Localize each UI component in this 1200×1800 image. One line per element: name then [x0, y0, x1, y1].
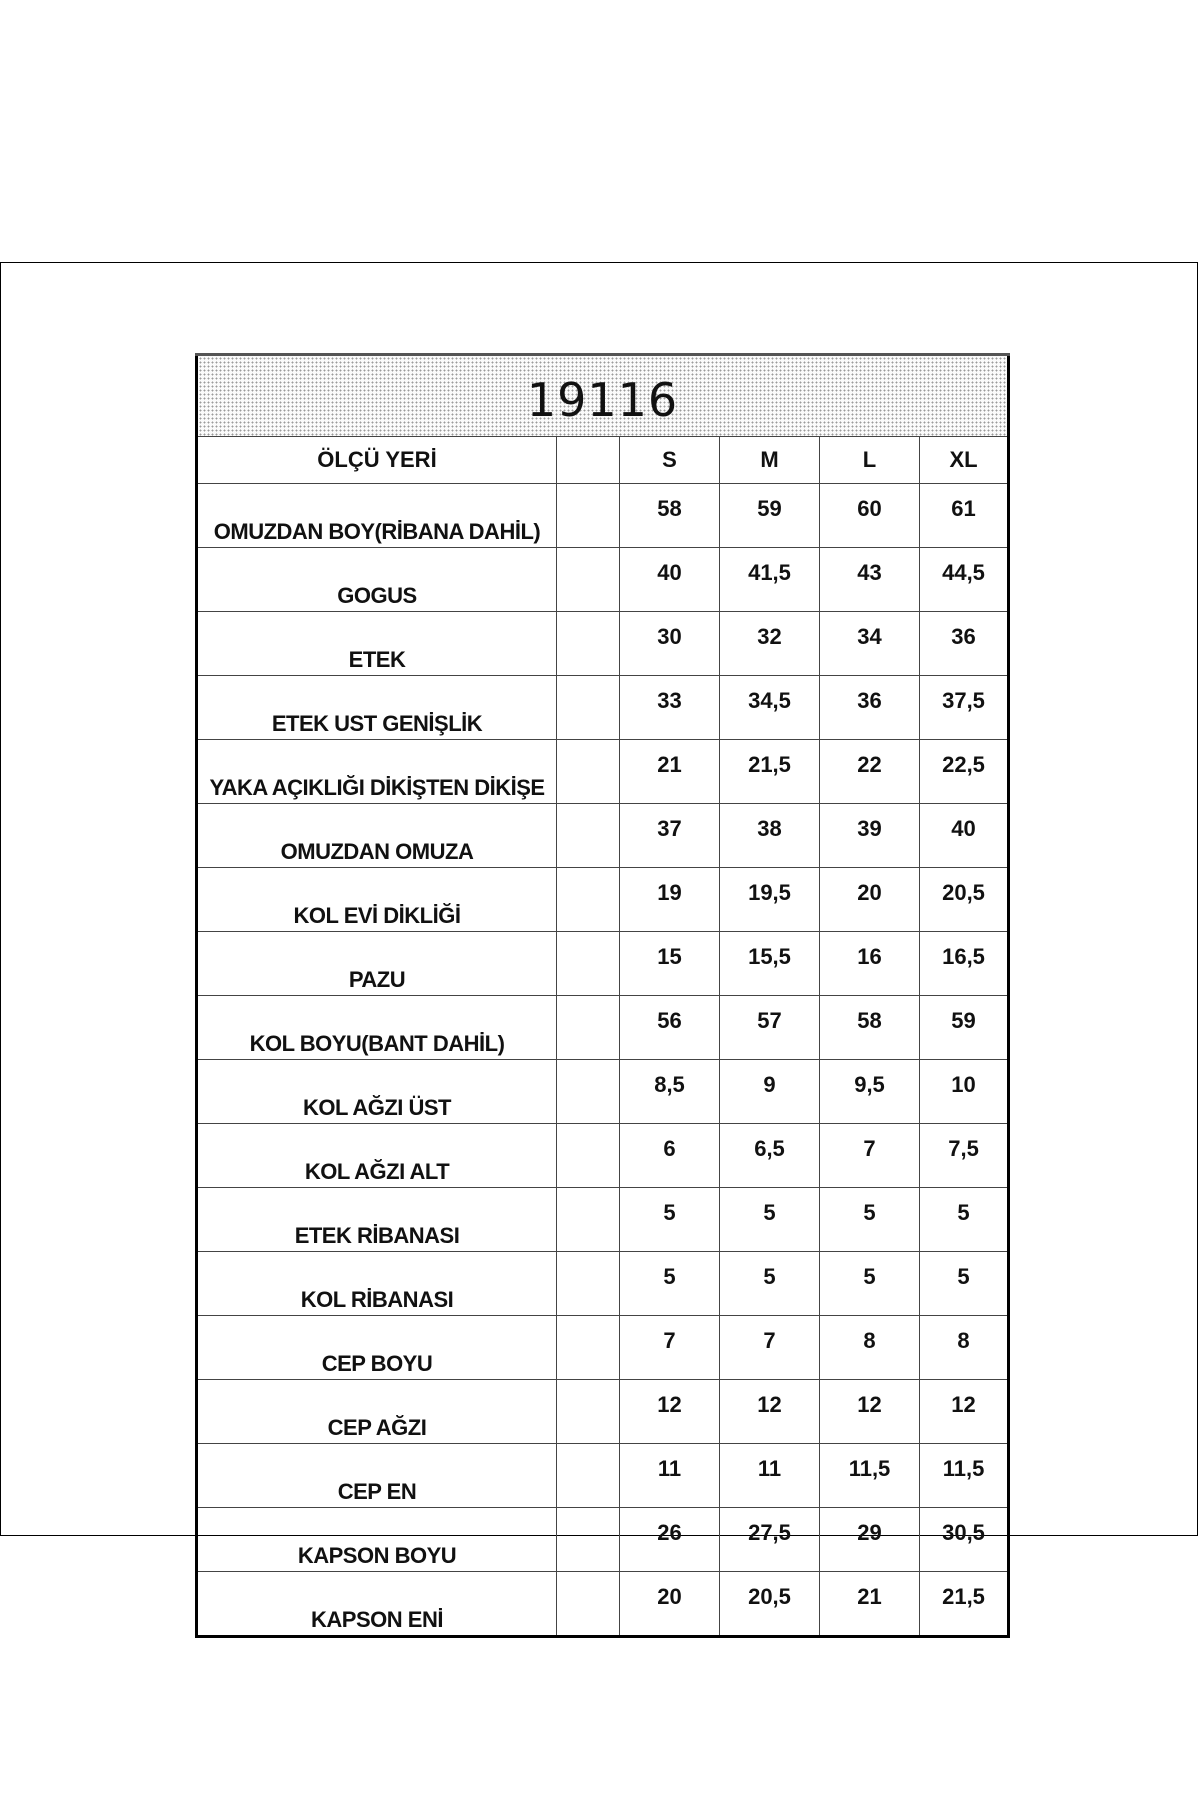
value-size-s: 21 [620, 740, 720, 804]
header-size-xl: XL [920, 437, 1009, 484]
value-size-m: 38 [720, 804, 820, 868]
blank-cell [557, 548, 620, 612]
value-size-xl: 22,5 [920, 740, 1009, 804]
value-size-s: 40 [620, 548, 720, 612]
value-size-l: 43 [820, 548, 920, 612]
measurement-name: ETEK UST GENİŞLİK [197, 676, 557, 740]
measurement-name: KOL EVİ DİKLİĞİ [197, 868, 557, 932]
value-size-l: 12 [820, 1380, 920, 1444]
value-size-l: 7 [820, 1124, 920, 1188]
blank-cell [557, 1188, 620, 1252]
value-size-l: 16 [820, 932, 920, 996]
value-size-l: 11,5 [820, 1444, 920, 1508]
table-row [197, 1060, 1009, 1124]
blank-cell [557, 612, 620, 676]
measurement-name: GOGUS [197, 548, 557, 612]
value-size-l: 60 [820, 484, 920, 548]
blank-cell [557, 1316, 620, 1380]
value-size-m: 59 [720, 484, 820, 548]
value-size-l: 8 [820, 1316, 920, 1380]
value-size-l: 58 [820, 996, 920, 1060]
value-size-l: 20 [820, 868, 920, 932]
blank-cell [557, 1252, 620, 1316]
value-size-xl: 12 [920, 1380, 1009, 1444]
value-size-l: 22 [820, 740, 920, 804]
value-size-xl: 61 [920, 484, 1009, 548]
measurement-name: ETEK [197, 612, 557, 676]
measurement-name: ETEK RİBANASI [197, 1188, 557, 1252]
table-row [197, 1188, 1009, 1252]
table-row [197, 868, 1009, 932]
table-row [197, 1124, 1009, 1188]
value-size-xl: 10 [920, 1060, 1009, 1124]
value-size-s: 7 [620, 1316, 720, 1380]
title-row [197, 355, 1009, 437]
value-size-m: 20,5 [720, 1572, 820, 1637]
value-size-s: 19 [620, 868, 720, 932]
model-number: 19116 [526, 373, 679, 427]
value-size-l: 9,5 [820, 1060, 920, 1124]
value-size-s: 15 [620, 932, 720, 996]
value-size-s: 20 [620, 1572, 720, 1637]
table-row [197, 804, 1009, 868]
value-size-xl: 8 [920, 1316, 1009, 1380]
value-size-s: 5 [620, 1188, 720, 1252]
measurement-name: CEP EN [197, 1444, 557, 1508]
header-row [197, 437, 1009, 484]
value-size-xl: 36 [920, 612, 1009, 676]
value-size-xl: 5 [920, 1252, 1009, 1316]
value-size-m: 34,5 [720, 676, 820, 740]
value-size-l: 36 [820, 676, 920, 740]
value-size-s: 33 [620, 676, 720, 740]
measurement-name: KAPSON ENİ [197, 1572, 557, 1637]
value-size-m: 21,5 [720, 740, 820, 804]
value-size-xl: 7,5 [920, 1124, 1009, 1188]
table-row [197, 548, 1009, 612]
table-row [197, 1508, 1009, 1572]
value-size-m: 9 [720, 1060, 820, 1124]
value-size-xl: 37,5 [920, 676, 1009, 740]
value-size-m: 5 [720, 1252, 820, 1316]
blank-cell [557, 996, 620, 1060]
value-size-s: 11 [620, 1444, 720, 1508]
value-size-m: 41,5 [720, 548, 820, 612]
value-size-m: 57 [720, 996, 820, 1060]
value-size-l: 34 [820, 612, 920, 676]
blank-cell [557, 1508, 620, 1572]
value-size-xl: 59 [920, 996, 1009, 1060]
blank-cell [557, 1380, 620, 1444]
value-size-s: 37 [620, 804, 720, 868]
measurement-name: KOL AĞZI ALT [197, 1124, 557, 1188]
value-size-xl: 16,5 [920, 932, 1009, 996]
value-size-l: 5 [820, 1252, 920, 1316]
blank-cell [557, 484, 620, 548]
measurement-name: KOL AĞZI ÜST [197, 1060, 557, 1124]
value-size-s: 12 [620, 1380, 720, 1444]
blank-cell [557, 1444, 620, 1508]
measurement-name: KOL BOYU(BANT DAHİL) [197, 996, 557, 1060]
measurement-name: YAKA AÇIKLIĞI DİKİŞTEN DİKİŞE [197, 740, 557, 804]
blank-cell [557, 740, 620, 804]
value-size-xl: 5 [920, 1188, 1009, 1252]
value-size-xl: 11,5 [920, 1444, 1009, 1508]
header-blank [557, 437, 620, 484]
value-size-l: 29 [820, 1508, 920, 1572]
table-row [197, 932, 1009, 996]
value-size-m: 27,5 [720, 1508, 820, 1572]
value-size-xl: 44,5 [920, 548, 1009, 612]
value-size-m: 5 [720, 1188, 820, 1252]
measurement-name: PAZU [197, 932, 557, 996]
value-size-l: 5 [820, 1188, 920, 1252]
header-measurement: ÖLÇÜ YERİ [197, 437, 557, 484]
value-size-m: 6,5 [720, 1124, 820, 1188]
value-size-m: 15,5 [720, 932, 820, 996]
table-row [197, 996, 1009, 1060]
measurement-name: KAPSON BOYU [197, 1508, 557, 1572]
measurement-name: OMUZDAN BOY(RİBANA DAHİL) [197, 484, 557, 548]
blank-cell [557, 1124, 620, 1188]
value-size-m: 7 [720, 1316, 820, 1380]
table-row [197, 740, 1009, 804]
value-size-m: 11 [720, 1444, 820, 1508]
table-row [197, 612, 1009, 676]
table-row [197, 1572, 1009, 1637]
value-size-m: 12 [720, 1380, 820, 1444]
value-size-xl: 30,5 [920, 1508, 1009, 1572]
table-row [197, 1316, 1009, 1380]
blank-cell [557, 1060, 620, 1124]
blank-cell [557, 868, 620, 932]
table-row [197, 1444, 1009, 1508]
value-size-s: 58 [620, 484, 720, 548]
value-size-m: 32 [720, 612, 820, 676]
blank-cell [557, 1572, 620, 1637]
measurement-name: OMUZDAN OMUZA [197, 804, 557, 868]
table-row [197, 1252, 1009, 1316]
measurement-name: CEP BOYU [197, 1316, 557, 1380]
value-size-s: 8,5 [620, 1060, 720, 1124]
size-chart-sheet [195, 353, 1007, 1638]
value-size-l: 39 [820, 804, 920, 868]
value-size-s: 5 [620, 1252, 720, 1316]
header-size-s: S [620, 437, 720, 484]
table-row [197, 484, 1009, 548]
measurement-name: CEP AĞZI [197, 1380, 557, 1444]
value-size-s: 30 [620, 612, 720, 676]
blank-cell [557, 804, 620, 868]
header-size-m: M [720, 437, 820, 484]
value-size-xl: 40 [920, 804, 1009, 868]
value-size-s: 26 [620, 1508, 720, 1572]
table-row [197, 1380, 1009, 1444]
header-size-l: L [820, 437, 920, 484]
measurement-name: KOL RİBANASI [197, 1252, 557, 1316]
value-size-xl: 21,5 [920, 1572, 1009, 1637]
blank-cell [557, 676, 620, 740]
value-size-l: 21 [820, 1572, 920, 1637]
size-chart-table [195, 353, 1010, 1638]
value-size-s: 6 [620, 1124, 720, 1188]
value-size-m: 19,5 [720, 868, 820, 932]
value-size-s: 56 [620, 996, 720, 1060]
table-row [197, 676, 1009, 740]
title-cell [197, 355, 1009, 437]
value-size-xl: 20,5 [920, 868, 1009, 932]
blank-cell [557, 932, 620, 996]
